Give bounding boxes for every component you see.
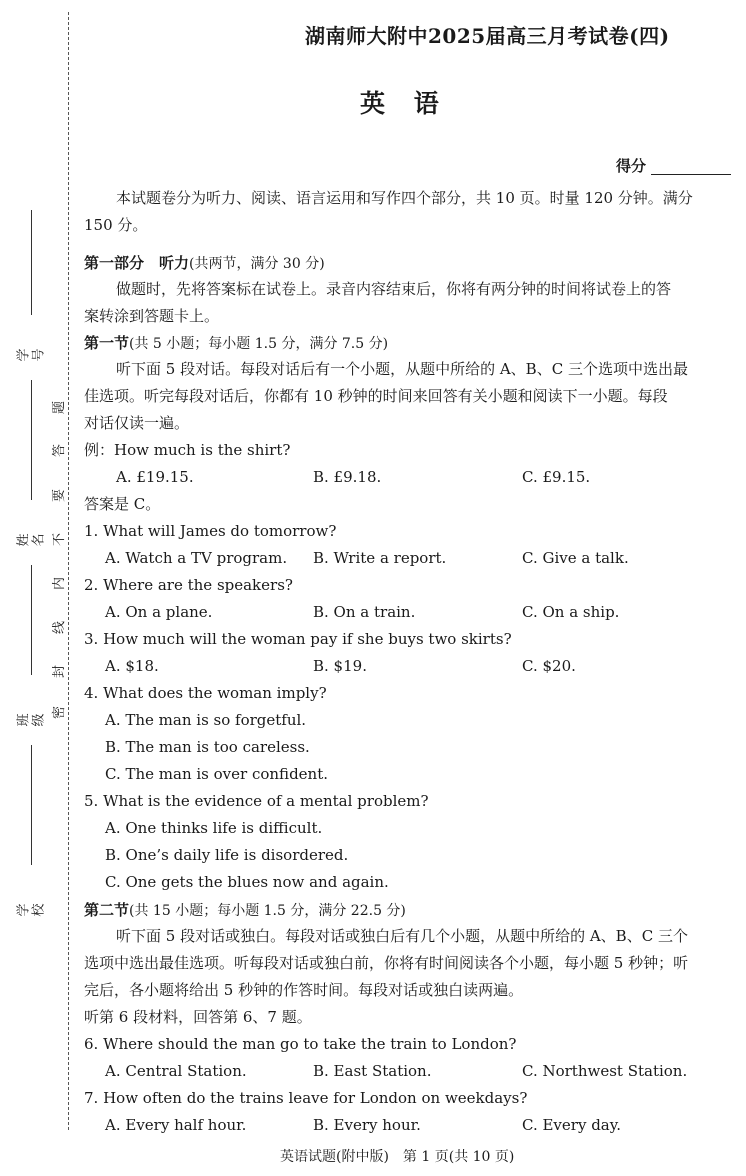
example-option-c: C. £9.15. (522, 468, 591, 486)
q7-option-b: B. Every hour. (313, 1116, 421, 1134)
student-id-line (31, 210, 32, 315)
intro-line-2: 150 分。 (84, 216, 148, 234)
question-7: 7. How often do the trains leave for London on weekdays? (84, 1089, 528, 1107)
q6-option-c: C. Northwest Station. (522, 1062, 688, 1080)
school-label: 学 校 (16, 903, 47, 917)
q1-option-b: B. Write a report. (313, 549, 447, 567)
question-5: 5. What is the evidence of a mental problem? (84, 792, 429, 810)
question-3: 3. How much will the woman pay if she buys two skirts? (84, 630, 512, 648)
student-name-label: 姓 名 (16, 533, 47, 547)
q1-option-a: A. Watch a TV program. (105, 549, 288, 567)
section2-heading-note: (共 15 小题；每小题 1.5 分，满分 22.5 分) (129, 903, 406, 919)
class-label: 班 级 (16, 713, 47, 727)
q3-option-c: C. $20. (522, 657, 576, 675)
name-line (31, 565, 32, 675)
q4-option-a: A. The man is so forgetful. (105, 711, 307, 729)
section2-instr-2: 选项中选出最佳选项。听每段对话或独白前，你将有时间阅读各个小题，每小题 5 秒钟；听 (84, 954, 689, 972)
score-blank (651, 174, 731, 175)
example-option-b: B. £9.18. (313, 468, 382, 486)
q6-option-b: B. East Station. (313, 1062, 432, 1080)
q2-option-a: A. On a plane. (105, 603, 213, 621)
part1-heading (84, 252, 325, 273)
section1-heading-text: 第一节 (84, 334, 130, 352)
example-option-a: A. £19.15. (116, 468, 194, 486)
seal-char: 内 (52, 577, 67, 591)
part1-heading-text: 第一部分 听力 (84, 254, 190, 272)
subject-title: 英 语 (360, 89, 449, 118)
q5-option-c: C. One gets the blues now and again. (105, 873, 389, 891)
material-note: 听第 6 段材料，回答第 6、7 题。 (84, 1008, 312, 1026)
q6-option-a: A. Central Station. (105, 1062, 247, 1080)
page-footer: 英语试题(附中版) 第 1 页(共 10 页) (280, 1149, 515, 1165)
section1-heading-note: (共 5 小题；每小题 1.5 分，满分 7.5 分) (129, 336, 389, 352)
question-6: 6. Where should the man go to take the train to London? (84, 1035, 517, 1053)
q1-option-c: C. Give a talk. (522, 549, 629, 567)
seal-char: 线 (52, 621, 67, 635)
section2-instr-1: 听下面 5 段对话或独白。每段对话或独白后有几个小题，从题中所给的 A、B、C 三个 (116, 927, 688, 945)
exam-title: 湖南师大附中2025届高三月考试卷(四) (305, 24, 670, 48)
section1-heading (84, 332, 388, 353)
q2-option-c: C. On a ship. (522, 603, 620, 621)
part1-heading-note: (共两节，满分 30 分) (189, 256, 325, 272)
section2-heading (84, 899, 406, 920)
section1-instr-2: 佳选项。听完每段对话后，你都有 10 秒钟的时间来回答有关小题和阅读下一小题。每段 (84, 387, 668, 405)
seal-char: 密 (52, 706, 67, 720)
q5-option-a: A. One thinks life is difficult. (105, 819, 323, 837)
section1-instr-1: 听下面 5 段对话。每段对话后有一个小题，从题中所给的 A、B、C 三个选项中选出最 (116, 360, 688, 378)
intro-line-1: 本试题卷分为听力、阅读、语言运用和写作四个部分，共 10 页。时量 120 分钟。满分 (116, 189, 693, 207)
seal-char: 答 (52, 444, 67, 458)
example-answer: 答案是 C。 (84, 495, 161, 513)
part1-instr-1: 做题时，先将答案标在试卷上。录音内容结束后，你将有两分钟的时间将试卷上的答 (116, 280, 672, 298)
class-line (31, 745, 32, 865)
q3-option-b: B. $19. (313, 657, 367, 675)
seal-char: 要 (52, 489, 67, 503)
question-4: 4. What does the woman imply? (84, 684, 327, 702)
part1-instr-2: 案转涂到答题卡上。 (84, 307, 220, 325)
score-label: 得分 (616, 157, 647, 175)
q7-option-a: A. Every half hour. (105, 1116, 247, 1134)
q7-option-c: C. Every day. (522, 1116, 621, 1134)
section2-instr-3: 完后，各小题将给出 5 秒钟的作答时间。每段对话或独白读两遍。 (84, 981, 524, 999)
question-2: 2. Where are the speakers? (84, 576, 293, 594)
q4-option-b: B. The man is too careless. (105, 738, 310, 756)
question-1: 1. What will James do tomorrow? (84, 522, 337, 540)
section1-instr-3: 对话仅读一遍。 (84, 414, 190, 432)
example-question: 例：How much is the shirt? (84, 441, 291, 459)
student-id-label: 学 号 (16, 348, 47, 362)
seal-char: 题 (52, 401, 67, 415)
divider-line (31, 380, 32, 500)
q4-option-c: C. The man is over confident. (105, 765, 329, 783)
q5-option-b: B. One’s daily life is disordered. (105, 846, 349, 864)
q2-option-b: B. On a train. (313, 603, 416, 621)
seal-char: 封 (52, 665, 67, 679)
seal-char: 不 (52, 533, 67, 547)
q3-option-a: A. $18. (105, 657, 159, 675)
section2-heading-text: 第二节 (84, 901, 130, 919)
binding-dashed-line (68, 12, 69, 1130)
